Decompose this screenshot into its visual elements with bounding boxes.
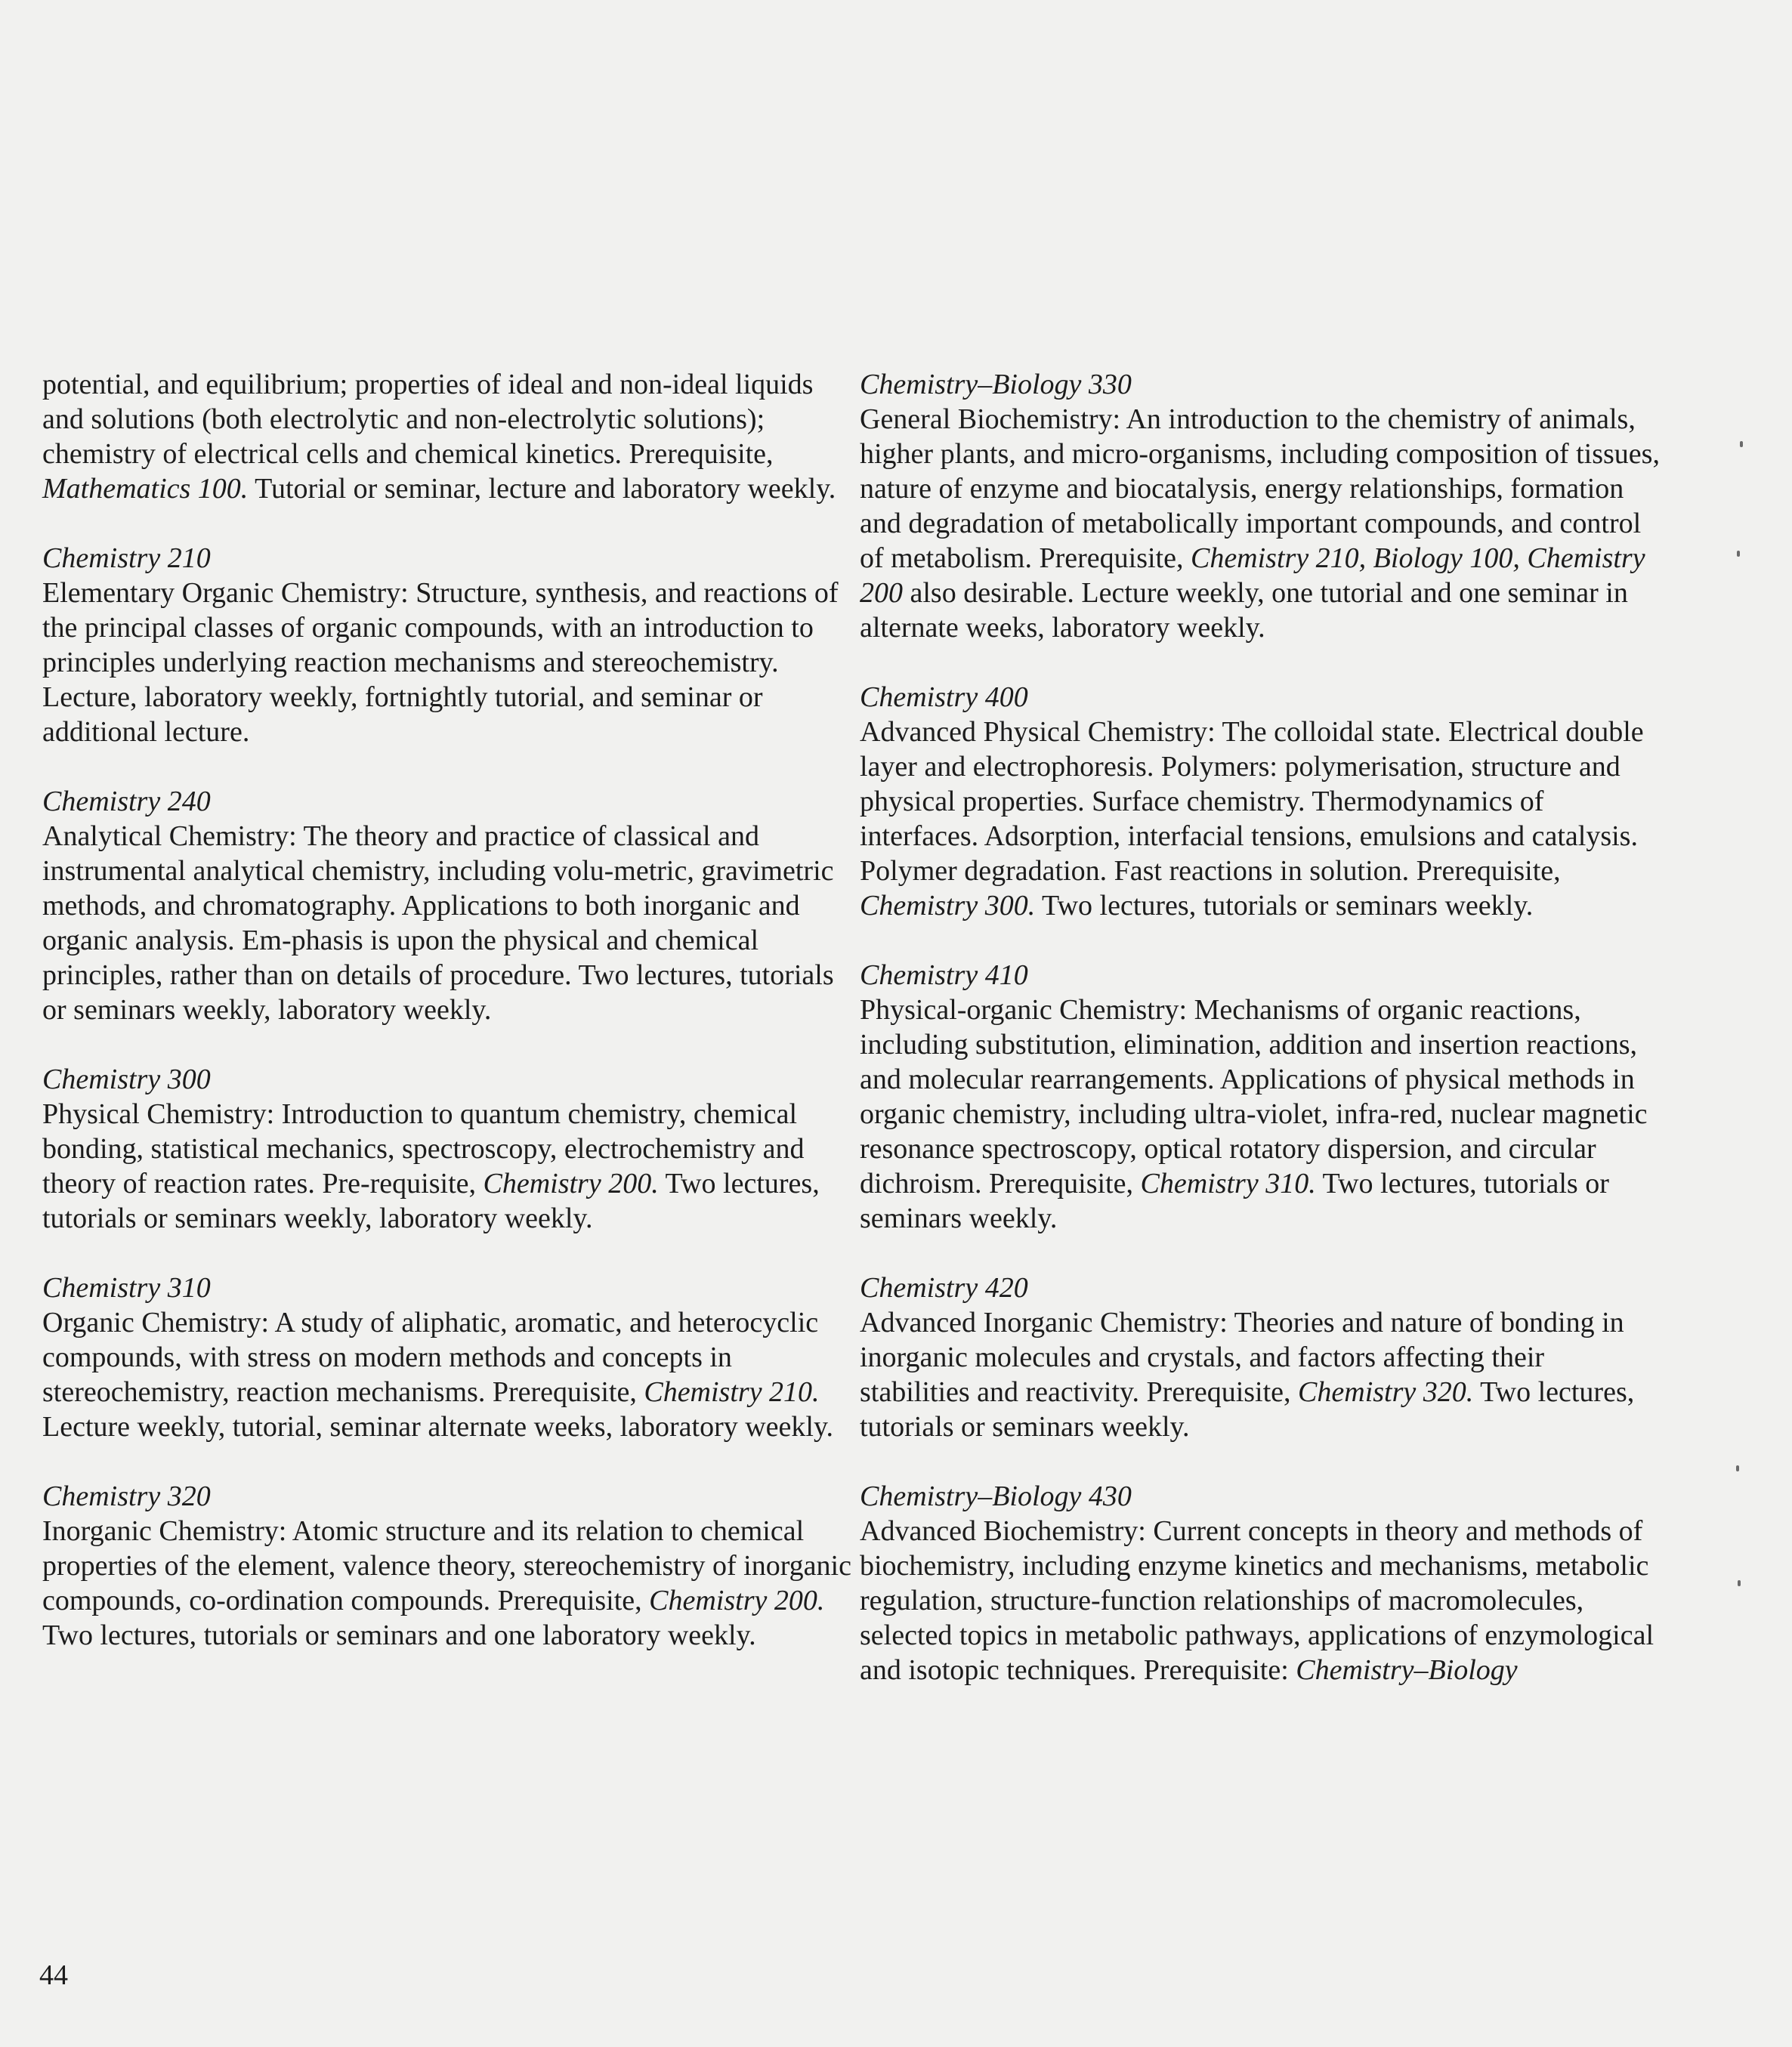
course-description: Inorganic Chemistry: Atomic structure and its relation to chemical properties of the element, valence theory, stereochemistry of inorganic compounds, co-ordination compounds. Prerequisite, Chemistry 200. Two lectures, tutorials or seminars and one laboratory weekly. xyxy=(42,1515,851,1651)
course-entry xyxy=(42,1270,858,1444)
course-description: Elementary Organic Chemistry: Structure, synthesis, and reactions of the principal classes of organic compounds, with an introduction to principles underlying reaction mechanisms and stereochemistry. Lecture, laboratory weekly, fortnightly tutorial, and seminar or additional lecture. xyxy=(42,577,839,748)
course-title: Chemistry 320 xyxy=(42,1480,211,1512)
course-title: Chemistry–Biology 330 xyxy=(860,369,1132,400)
prerequisite-reference: Chemistry 210. xyxy=(644,1376,820,1408)
entry-description: potential, and equilibrium; properties of ideal and non-ideal liquids and solutions (both electrolytic and non-electrolytic solutions); chemistry of electrical cells and chemical kinetics. Prerequisite, Mathematics 100. Tutorial or seminar, lecture and laboratory weekly. xyxy=(42,369,836,505)
course-title: Chemistry 400 xyxy=(860,681,1028,713)
course-title: Chemistry–Biology 430 xyxy=(860,1480,1132,1512)
prerequisite-reference: Chemistry–Biology xyxy=(1296,1654,1518,1686)
scan-speck xyxy=(1740,441,1743,447)
course-description: General Biochemistry: An introduction to the chemistry of animals, higher plants, and micro-organisms, including composition of tissues, nature of enzyme and biocatalysis, energy relationships, formation and degradation of metabolically important compounds, and control of metabolism. Prerequisite, Chemistry 210, Biology 100, Chemistry 200 also desirable. Lecture weekly, one tutorial and one seminar in alternate weeks, laboratory weekly. xyxy=(860,403,1660,644)
course-entry xyxy=(42,1479,858,1653)
course-description: Advanced Inorganic Chemistry: Theories and nature of bonding in inorganic molecules and crystals, and factors affecting their stabilities and reactivity. Prerequisite, Chemistry 320. Two lectures, tutorials or seminars weekly. xyxy=(860,1307,1635,1443)
course-description: Organic Chemistry: A study of aliphatic, aromatic, and heterocyclic compounds, with stress on modern methods and concepts in stereochemistry, reaction mechanisms. Prerequisite, Chemistry 210. Lecture weekly, tutorial, seminar alternate weeks, laboratory weekly. xyxy=(42,1307,834,1443)
course-title: Chemistry 210 xyxy=(42,542,211,574)
course-entry xyxy=(860,680,1661,923)
scan-speck xyxy=(1736,1465,1739,1471)
prerequisite-reference: Chemistry 300. xyxy=(860,890,1036,922)
course-entry xyxy=(42,1062,858,1236)
continuation-paragraph xyxy=(42,367,858,506)
scan-speck xyxy=(1737,551,1740,557)
course-title: Chemistry 300 xyxy=(42,1064,211,1095)
course-description: Physical Chemistry: Introduction to quantum chemistry, chemical bonding, statistical mechanics, spectroscopy, electrochemistry and theory of reaction rates. Pre-requisite, Chemistry 200. Two lectures, tutorials or seminars weekly, laboratory weekly. xyxy=(42,1098,820,1234)
scan-speck xyxy=(1738,1580,1741,1586)
prerequisite-reference: Chemistry 310. xyxy=(1140,1168,1316,1199)
course-entry xyxy=(860,1479,1661,1687)
prerequisite-reference: Chemistry 200. xyxy=(483,1168,659,1199)
course-entry xyxy=(42,784,858,1027)
course-description: Advanced Biochemistry: Current concepts in theory and methods of biochemistry, including enzyme kinetics and mechanisms, metabolic regulation, structure-function relationships of macromolecules, selected topics in metabolic pathways, applications of enzymological and isotopic techniques. Prerequisite: Chemistry–Biology xyxy=(860,1515,1655,1686)
course-entry xyxy=(42,541,858,749)
prerequisite-reference: Chemistry 320. xyxy=(1298,1376,1474,1408)
course-title: Chemistry 240 xyxy=(42,786,211,817)
prerequisite-reference: Chemistry 210, Biology 100, Chemistry 200 xyxy=(860,542,1645,609)
course-title: Chemistry 410 xyxy=(860,959,1028,991)
prerequisite-reference: Mathematics 100. xyxy=(42,473,249,505)
course-title: Chemistry 310 xyxy=(42,1272,211,1304)
prerequisite-reference: Chemistry 200. xyxy=(649,1585,825,1616)
course-entry xyxy=(860,958,1661,1236)
left-column xyxy=(42,367,858,1687)
page-number: 44 xyxy=(39,1959,68,1991)
course-entry xyxy=(860,1270,1661,1444)
course-description: Analytical Chemistry: The theory and practice of classical and instrumental analytical chemistry, including volu-metric, gravimetric methods, and chromatography. Applications to both inorganic and organic analysis. Em-phasis is upon the physical and chemical principles, rather than on details of procedure. Two lectures, tutorials or seminars weekly, laboratory weekly. xyxy=(42,820,834,1026)
course-description: Advanced Physical Chemistry: The colloidal state. Electrical double layer and electrophoresis. Polymers: polymerisation, structure and physical properties. Surface chemistry. Thermodynamics of interfaces. Adsorption, interfacial tensions, emulsions and catalysis. Polymer degradation. Fast reactions in solution. Prerequisite, Chemistry 300. Two lectures, tutorials or seminars weekly. xyxy=(860,716,1644,922)
right-column xyxy=(860,367,1661,1722)
course-title: Chemistry 420 xyxy=(860,1272,1028,1304)
course-description: Physical-organic Chemistry: Mechanisms of organic reactions, including substitution, elimination, addition and insertion reactions, and molecular rearrangements. Applications of physical methods in organic chemistry, including ultra-violet, infra-red, nuclear magnetic resonance spectroscopy, optical rotatory dispersion, and circular dichroism. Prerequisite, Chemistry 310. Two lectures, tutorials or seminars weekly. xyxy=(860,994,1648,1234)
course-entry xyxy=(860,367,1661,645)
